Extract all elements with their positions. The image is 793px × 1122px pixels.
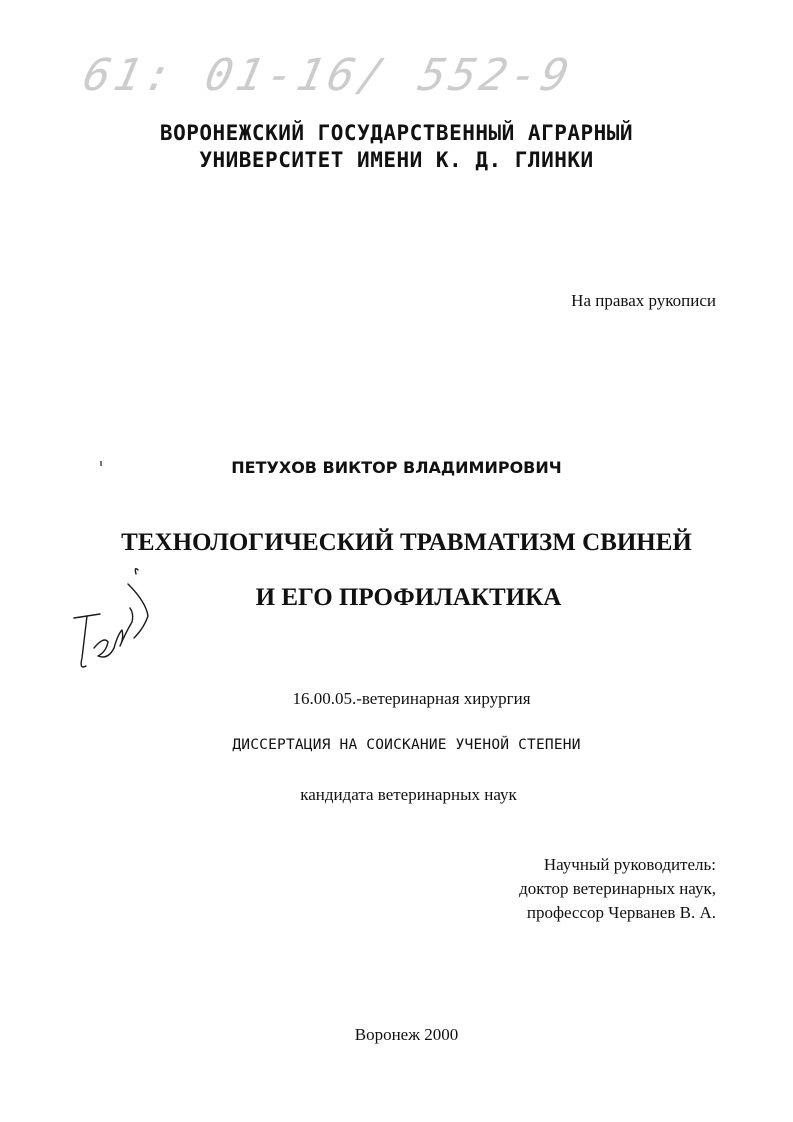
- specialty-code: 16.00.05.-ветеринарная хирургия: [292, 689, 531, 708]
- author-name: ПЕТУХОВ ВИКТОР ВЛАДИМИРОВИЧ: [231, 458, 562, 477]
- advisor-degree: доктор ветеринарных наук,: [519, 879, 716, 898]
- thesis-title-line-1: ТЕХНОЛОГИЧЕСКИЙ ТРАВМАТИЗМ СВИНЕЙ: [121, 529, 692, 556]
- handwritten-signature: [60, 562, 160, 682]
- institution-line-1: ВОРОНЕЖСКИЙ ГОСУДАРСТВЕННЫЙ АГРАРНЫЙ: [159, 121, 634, 145]
- academic-degree: кандидата ветеринарных наук: [300, 785, 517, 804]
- rights-note: На правах рукописи: [571, 291, 716, 310]
- city-year: Воронеж 2000: [354, 1025, 459, 1044]
- institution-line-2: УНИВЕРСИТЕТ ИМЕНИ К. Д. ГЛИНКИ: [199, 148, 594, 172]
- thesis-title-line-2: И ЕГО ПРОФИЛАКТИКА: [255, 584, 562, 611]
- archive-stamp: 61: 01-16/ 552-9: [78, 50, 578, 101]
- advisor-name: профессор Черванев В. А.: [526, 903, 716, 922]
- advisor-heading: Научный руководитель:: [543, 855, 716, 874]
- thesis-type: ДИССЕРТАЦИЯ НА СОИСКАНИЕ УЧЕНОЙ СТЕПЕНИ: [232, 737, 581, 753]
